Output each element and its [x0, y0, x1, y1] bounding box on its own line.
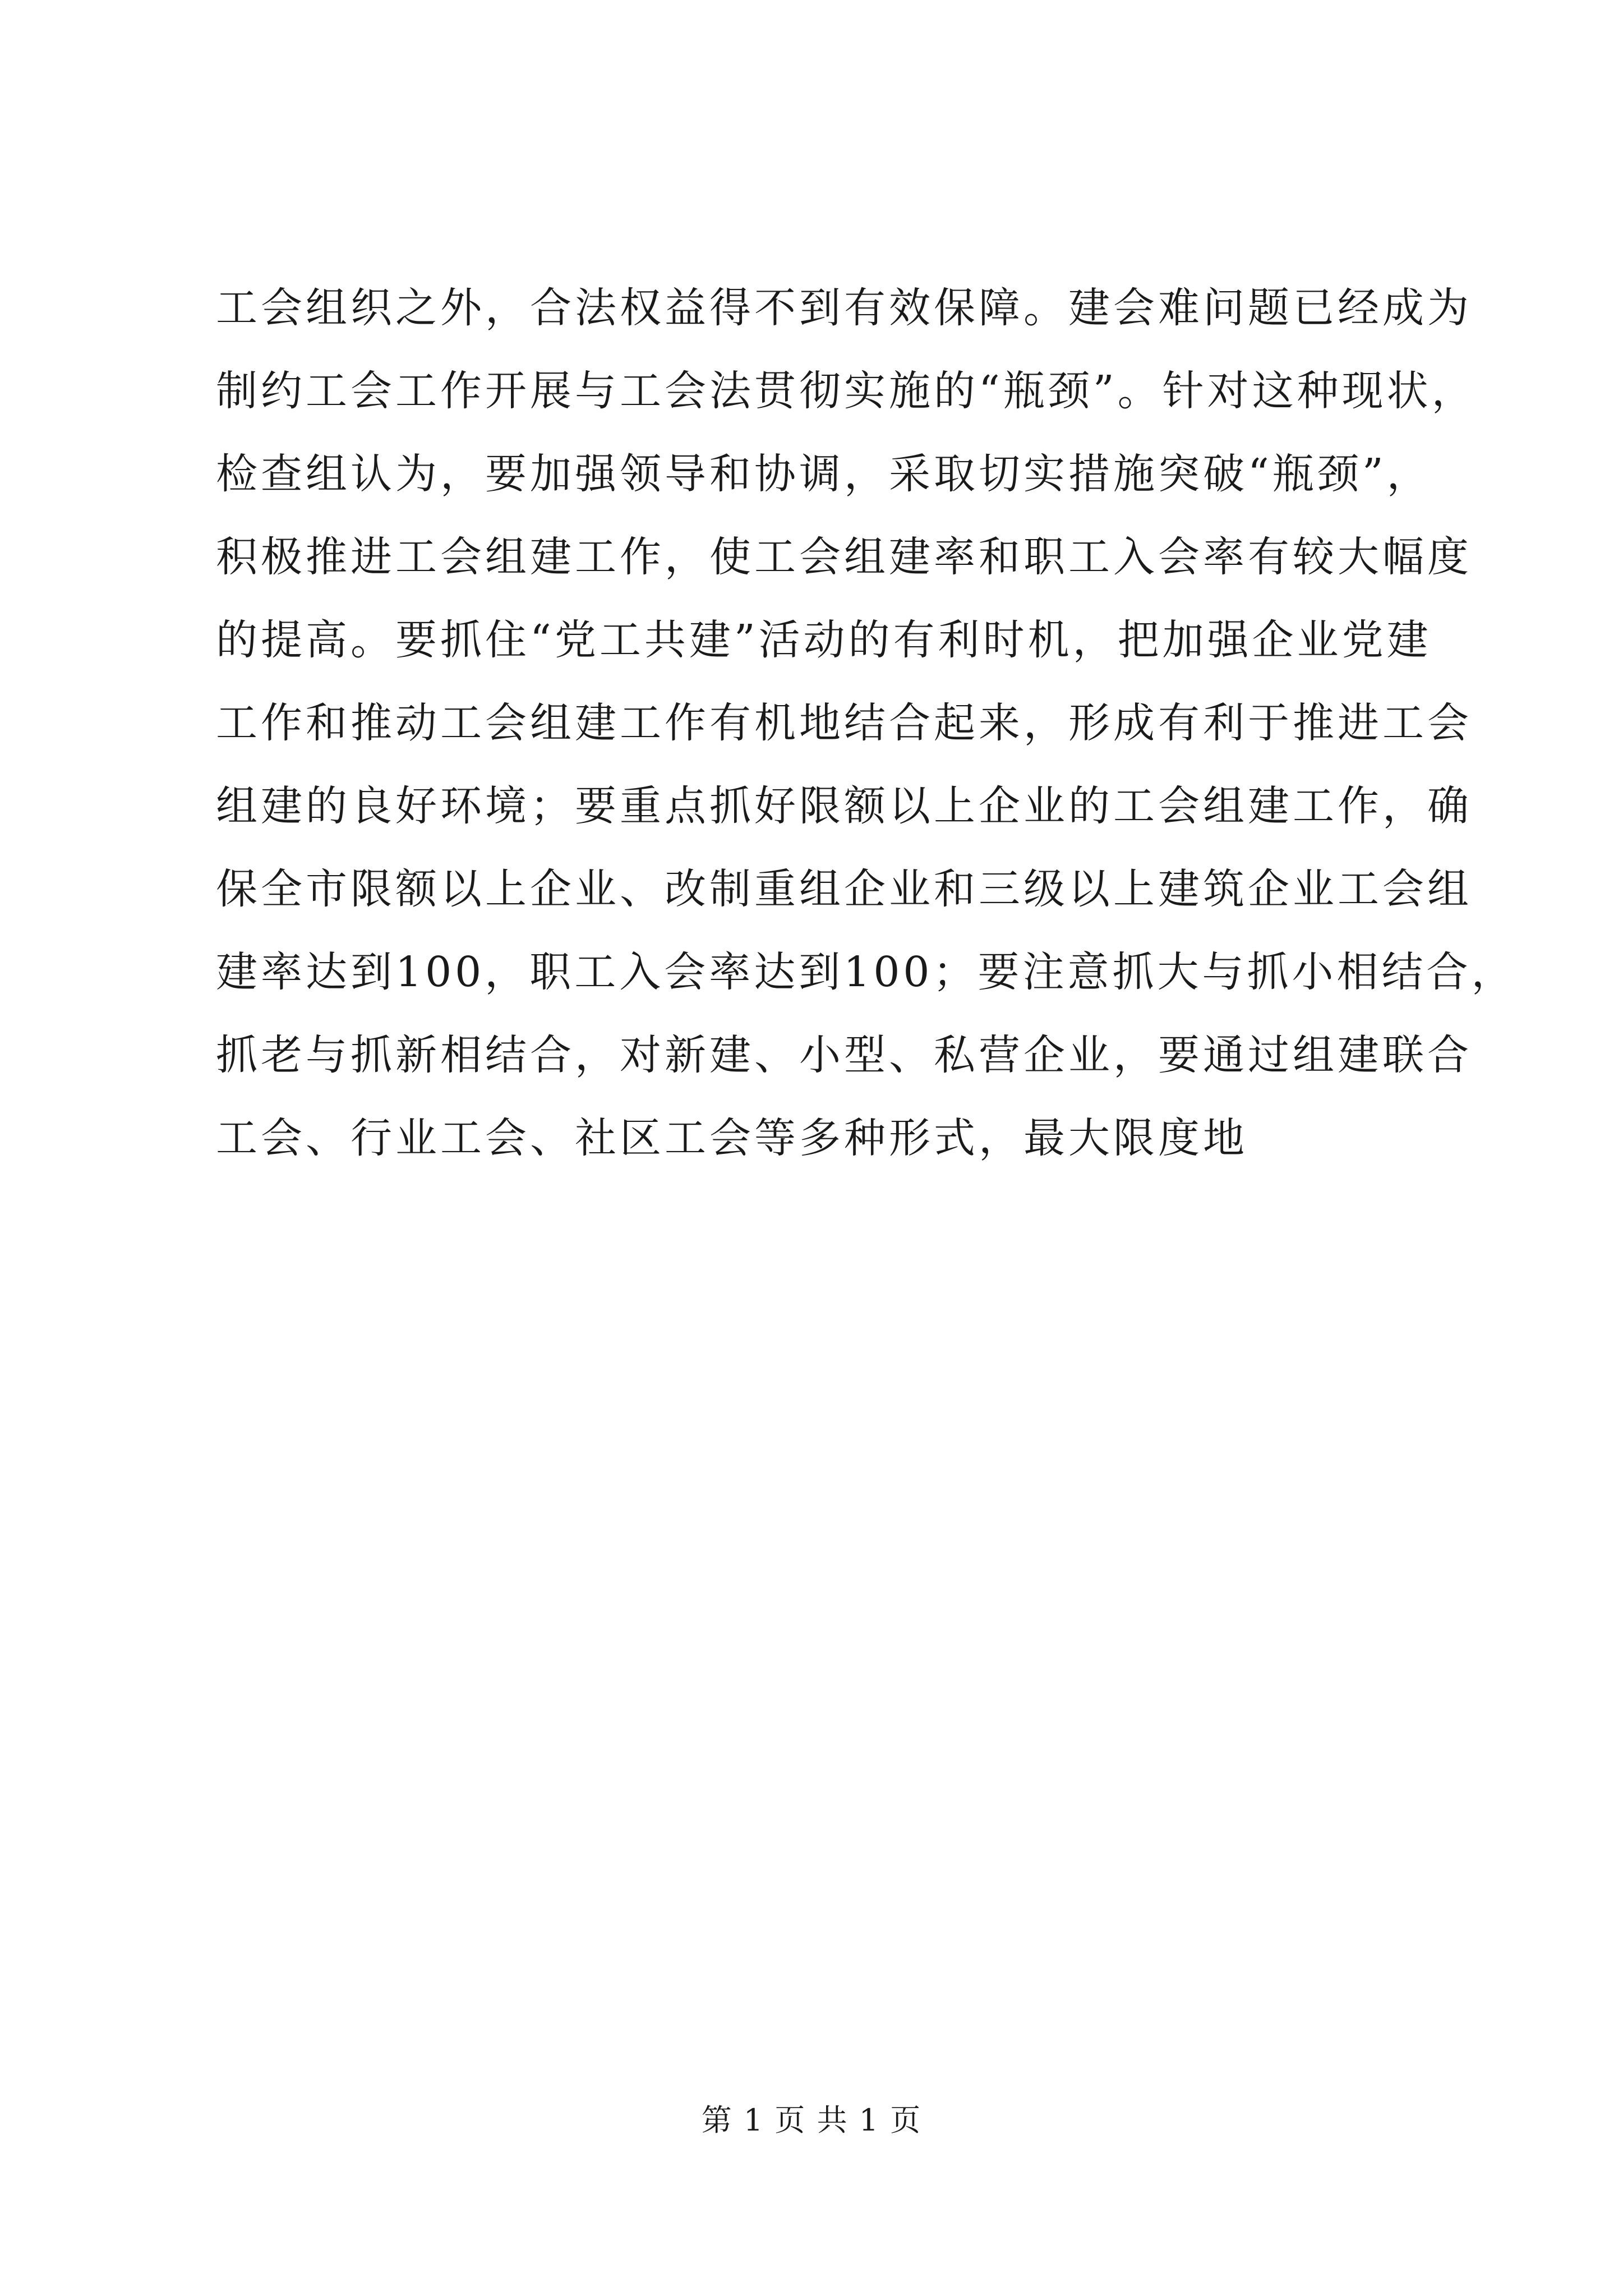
- text-line: 制约工会工作开展与工会法贯彻实施的“瓶颈”。针对这种现状，: [216, 367, 1477, 415]
- text-line: 积极推进工会组建工作，使工会组建率和职工入会率有较大幅度: [216, 533, 1472, 581]
- text-line: 抓老与抓新相结合，对新建、小型、私营企业，要通过组建联合: [216, 1031, 1472, 1079]
- text-line: 检查组认为，要加强领导和协调，采取切实措施突破“瓶颈”，: [216, 450, 1432, 498]
- text-line: 的提高。要抓住“党工共建”活动的有利时机，把加强企业党建: [216, 616, 1432, 664]
- text-line: 工会组织之外，合法权益得不到有效保障。建会难问题已经成为: [216, 284, 1472, 332]
- text-line: 工作和推动工会组建工作有机地结合起来，形成有利于推进工会: [216, 699, 1472, 747]
- text-line: 工会、行业工会、社区工会等多种形式，最大限度地: [216, 1114, 1248, 1162]
- body-paragraph: [216, 266, 1516, 1180]
- text-line: 组建的良好环境；要重点抓好限额以上企业的工会组建工作，确: [216, 782, 1472, 830]
- text-line: 建率达到100，职工入会率达到100；要注意抓大与抓小相结合，: [216, 948, 1516, 996]
- text-line: 保全市限额以上企业、改制重组企业和三级以上建筑企业工会组: [216, 865, 1472, 913]
- page-number-footer: 第 1 页 共 1 页: [701, 2102, 922, 2138]
